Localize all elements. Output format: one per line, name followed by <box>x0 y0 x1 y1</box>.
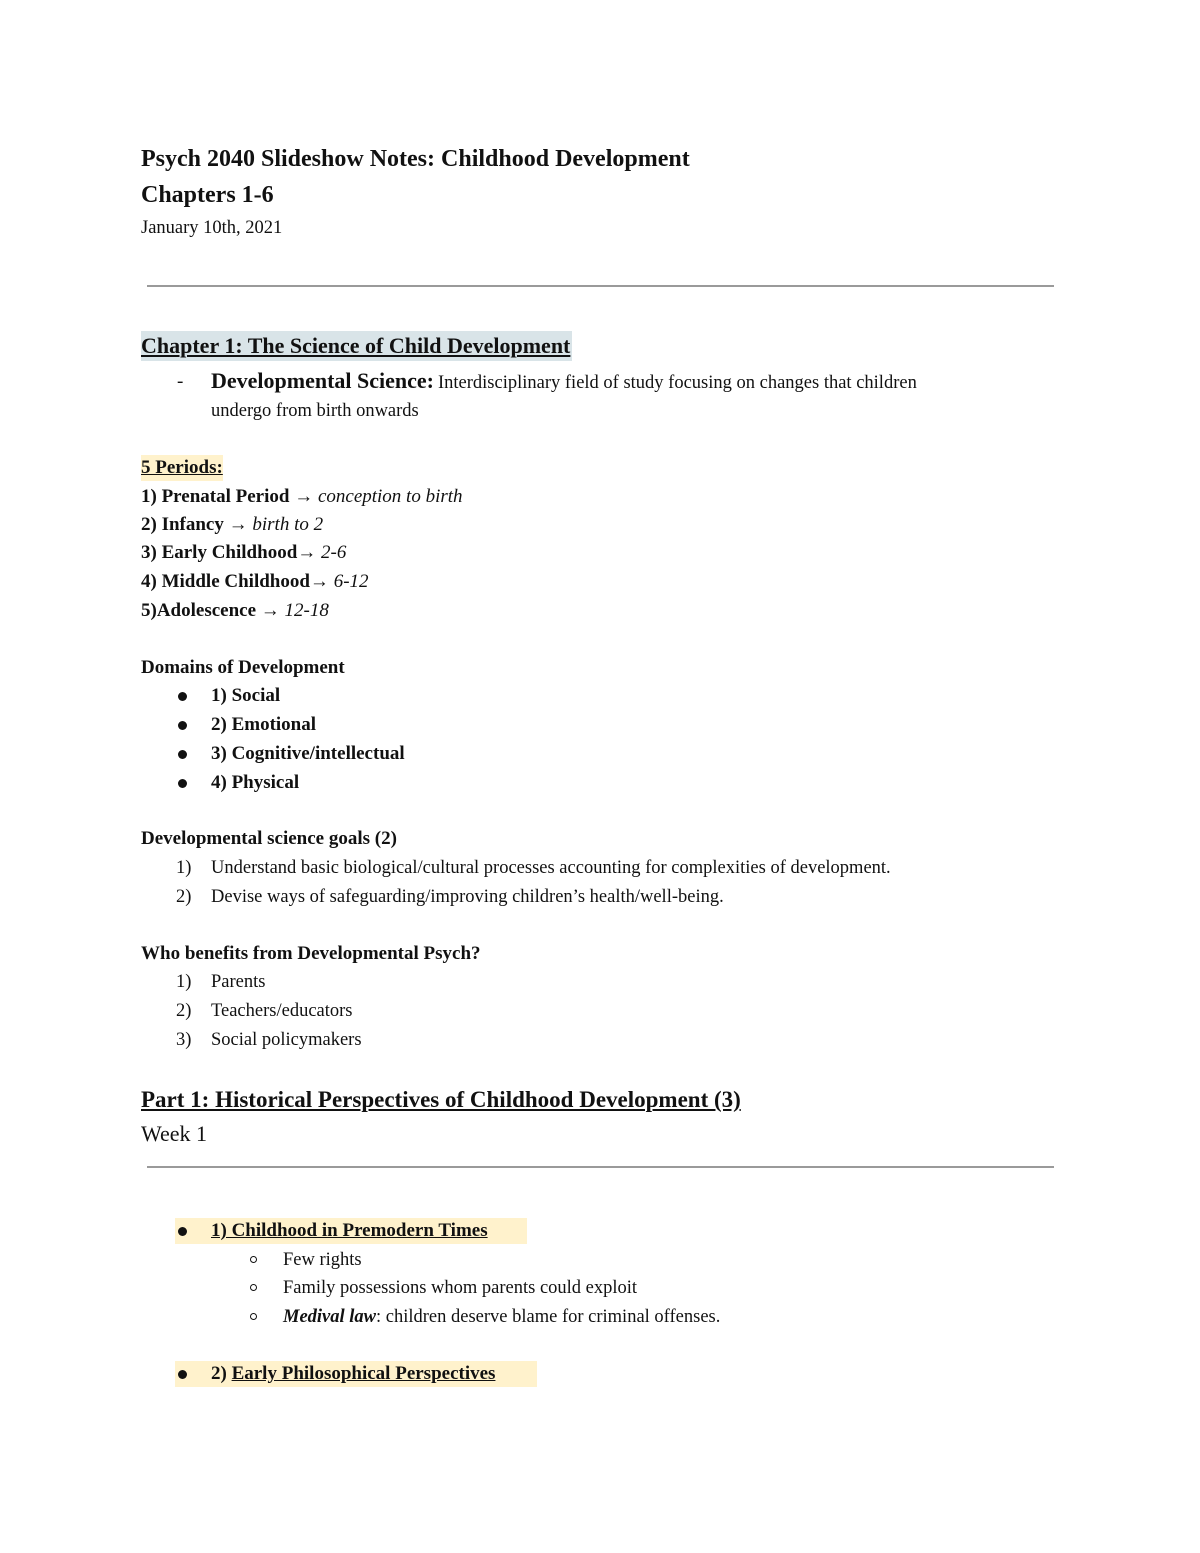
domain-item: 4) Physical <box>211 772 300 793</box>
goal-item: Devise ways of safeguarding/improving children’s health/well-being. <box>211 887 724 907</box>
section-number: 2) <box>211 1363 232 1384</box>
sub-bullet-item: Family possessions whom parents could exploit <box>283 1278 638 1298</box>
domains-heading: Domains of Development <box>141 657 345 678</box>
period-label: 4) Middle Childhood→ <box>141 571 334 592</box>
week-label: Week 1 <box>141 1121 208 1146</box>
period-label: 3) Early Childhood→ <box>141 542 322 563</box>
period-range: 12-18 <box>284 600 329 621</box>
beneficiary-item: Parents <box>211 972 266 992</box>
period-item <box>141 598 329 624</box>
period-label: 1) Prenatal Period → <box>141 486 318 507</box>
period-range: 6-12 <box>333 571 369 592</box>
document-title: Psych 2040 Slideshow Notes: Childhood Development <box>141 146 690 172</box>
section-title-line <box>211 1361 495 1387</box>
sub-bullet-item <box>283 1304 720 1330</box>
chapter-heading: Chapter 1: The Science of Child Development <box>141 331 572 361</box>
sub-bullet-item: Few rights <box>283 1250 362 1270</box>
period-label: 5)Adolescence → <box>141 600 285 621</box>
section-title: 1) Childhood in Premodern Times <box>211 1220 488 1241</box>
part-heading: Part 1: Historical Perspectives of Childhood Development (3) <box>141 1087 741 1112</box>
period-item <box>141 540 346 566</box>
domain-item: 1) Social <box>211 685 281 706</box>
domain-item: 3) Cognitive/intellectual <box>211 743 405 764</box>
definition-dash: - <box>177 371 184 392</box>
document-subtitle: Chapters 1-6 <box>141 182 274 208</box>
period-item <box>141 569 369 595</box>
section-title: Early Philosophical Perspectives <box>231 1363 496 1384</box>
list-number: 1) <box>176 858 192 878</box>
bullet-icon <box>178 779 187 788</box>
document-date: January 10th, 2021 <box>141 218 283 238</box>
definition-term: Developmental Science: <box>211 368 434 393</box>
period-item <box>141 512 323 538</box>
list-number: 2) <box>176 887 192 907</box>
list-number: 3) <box>176 1030 192 1050</box>
period-range: conception to birth <box>317 486 463 507</box>
period-label: 2) Infancy → <box>141 514 253 535</box>
bullet-icon <box>178 1370 187 1379</box>
list-number: 2) <box>176 1001 192 1021</box>
domain-item: 2) Emotional <box>211 714 317 735</box>
definition-text: Interdisciplinary field of study focusing on changes that children <box>438 373 917 393</box>
bullet-icon <box>178 1227 187 1236</box>
list-number: 1) <box>176 972 192 992</box>
period-range: 2-6 <box>321 542 347 563</box>
period-item <box>141 484 463 510</box>
period-range: birth to 2 <box>252 514 324 535</box>
beneficiaries-heading: Who benefits from Developmental Psych? <box>141 943 481 964</box>
horizontal-rule <box>147 285 1054 287</box>
bullet-icon <box>178 692 187 701</box>
bullet-icon <box>178 721 187 730</box>
law-text: : children deserve blame for criminal offenses. <box>376 1307 721 1327</box>
horizontal-rule <box>147 1166 1054 1168</box>
sub-bullet-icon <box>250 1313 257 1320</box>
definition-text-continued: undergo from birth onwards <box>211 401 419 421</box>
beneficiary-item: Social policymakers <box>211 1030 362 1050</box>
beneficiary-item: Teachers/educators <box>211 1001 353 1021</box>
goals-heading: Developmental science goals (2) <box>141 828 397 849</box>
sub-bullet-icon <box>250 1284 257 1291</box>
law-term: Medival law <box>283 1307 377 1327</box>
goal-item: Understand basic biological/cultural processes accounting for complexities of development. <box>211 858 891 878</box>
bullet-icon <box>178 750 187 759</box>
sub-bullet-icon <box>250 1256 257 1263</box>
definition-line <box>211 366 917 396</box>
periods-heading: 5 Periods: <box>141 455 223 481</box>
